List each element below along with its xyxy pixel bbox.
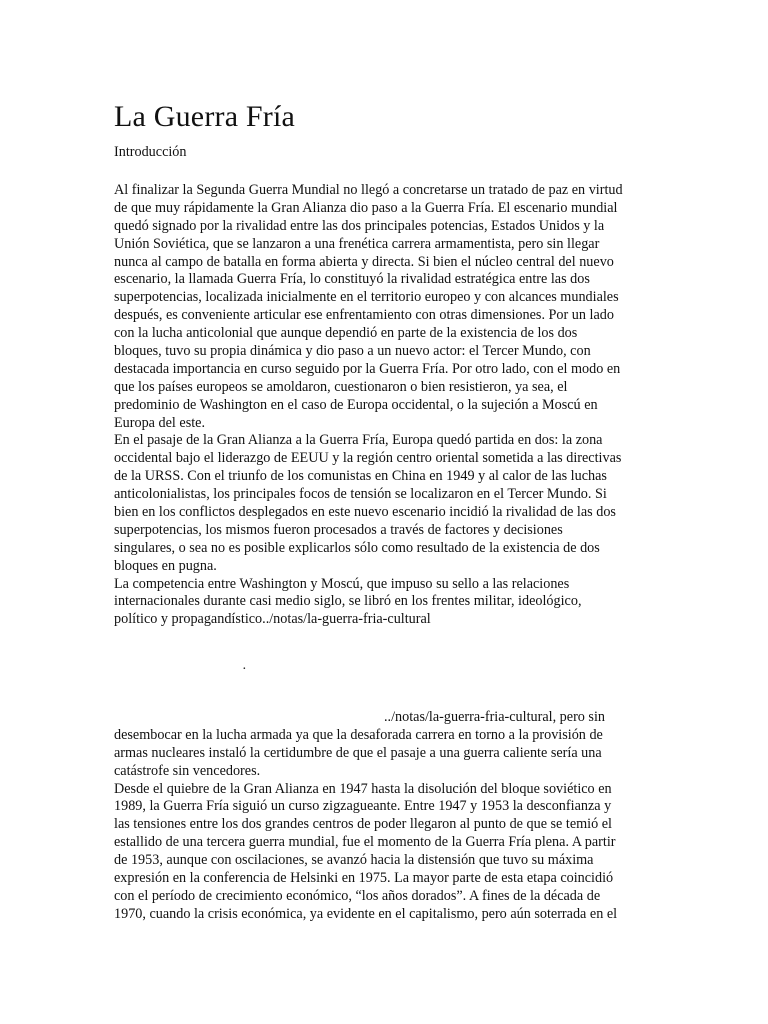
text-line: En el pasaje de la Gran Alianza a la Guerra Fría, Europa quedó partida en dos: la zona bbox=[114, 432, 603, 449]
text-line: bloques, tuvo su propia dinámica y dio paso a un nuevo actor: el Tercer Mundo, con bbox=[114, 343, 591, 360]
text-line: de 1953, aunque con oscilaciones, se avanzó hacia la distensión que tuvo su máxima bbox=[114, 852, 594, 869]
text-line: Europa del este. bbox=[114, 414, 205, 431]
text-line: superpotencias, localizada inicialmente en el territorio europeo y con alcances mundiales bbox=[114, 289, 619, 306]
text-line: 1970, cuando la crisis económica, ya evidente en el capitalismo, pero aún soterrada en el bbox=[114, 905, 618, 922]
text-line: bien en los conflictos desplegados en este nuevo escenario incidió la rivalidad de las dos bbox=[114, 504, 616, 521]
document-title: La Guerra Fría bbox=[114, 100, 296, 133]
text-line: anticolonialistas, los principales focos de tensión se localizaron en el Tercer Mundo. Si bbox=[114, 486, 607, 503]
text-line: singulares, o sea no es posible explicarlos sólo como resultado de la existencia de dos bbox=[114, 539, 600, 556]
text-line: superpotencias, los mismos fueron procesados a través de factores y decisiones bbox=[114, 521, 563, 538]
text-line: quedó signado por la rivalidad entre las dos principales potencias, Estados Unidos y la bbox=[114, 217, 605, 234]
text-line: Desde el quiebre de la Gran Alianza en 1947 hasta la disolución del bloque soviético en bbox=[114, 780, 612, 797]
text-line: después, es conveniente articular ese enfrentamiento con otras dimensiones. Por un lado bbox=[114, 307, 614, 324]
text-line: destacada importancia en curso seguido por la Guerra Fría. Por otro lado, con el modo en bbox=[114, 360, 621, 377]
text-line: armas nucleares instaló la certidumbre de que el pasaje a una guerra caliente sería una bbox=[114, 744, 602, 761]
text-line: nunca al campo de batalla en forma abierta y directa. Si bien el núcleo central del nuevo bbox=[114, 253, 614, 270]
text-line: Al finalizar la Segunda Guerra Mundial no llegó a concretarse un tratado de paz en virtud bbox=[114, 182, 623, 198]
text-line: de la URSS. Con el triunfo de los comunistas en China en 1949 y al calor de las luchas bbox=[114, 468, 607, 485]
text-line: predominio de Washington en el caso de Europa occidental, o la sujeción a Moscú en bbox=[114, 396, 598, 413]
text-line: estallido de una tercera guerra mundial, fue el momento de la Guerra Fría plena. A partir bbox=[114, 834, 616, 851]
text-line: 1989, la Guerra Fría siguió un curso zigzagueante. Entre 1947 y 1953 la desconfianza y bbox=[114, 798, 612, 815]
text-line: desembocar en la lucha armada ya que la desaforada carrera en torno a la provisión de bbox=[114, 726, 603, 743]
text-line: de que muy rápidamente la Gran Alianza dio paso a la Guerra Fría. El escenario mundial bbox=[114, 199, 618, 216]
text-line: occidental bajo el liderazgo de EEUU y la región centro oriental sometida a las directivas bbox=[114, 450, 622, 467]
text-line: escenario, la llamada Guerra Fría, lo constituyó la rivalidad estratégica entre las dos bbox=[114, 271, 590, 288]
text-line: La competencia entre Washington y Moscú, que impuso su sello a las relaciones bbox=[114, 575, 570, 592]
text-line: bloques en pugna. bbox=[114, 557, 217, 574]
text-line: internacionales durante casi medio siglo, se libró en los frentes militar, ideológico, bbox=[114, 593, 582, 610]
stray-dot: · bbox=[242, 662, 247, 677]
text-line: con el período de crecimiento económico, “los años dorados”. A fines de la década de bbox=[114, 887, 601, 904]
document-subtitle: Introducción bbox=[114, 144, 187, 160]
text-line: con la lucha anticolonial que aunque dependió en parte de la existencia de los dos bbox=[114, 325, 578, 342]
text-line: expresión en la conferencia de Helsinki en 1975. La mayor parte de esta etapa coincidió bbox=[114, 870, 614, 887]
text-line: las tensiones entre los dos grandes centros de poder llegaron al punto de que se temió el bbox=[114, 816, 612, 833]
text-block-intro bbox=[114, 182, 654, 629]
text-line: que los países europeos se amoldaron, cuestionaron o bien resistieron, ya sea, el bbox=[114, 378, 568, 395]
text-line: ../notas/la-guerra-fria-cultural, pero sin bbox=[384, 709, 605, 725]
text-line: político y propagandístico../notas/la-guerra-fria-cultural bbox=[114, 611, 431, 628]
text-line: Unión Soviética, que se lanzaron a una frenética carrera armamentista, pero sin llegar bbox=[114, 235, 600, 252]
text-block-continuation bbox=[114, 709, 654, 924]
text-line: catástrofe sin vencedores. bbox=[114, 762, 261, 779]
